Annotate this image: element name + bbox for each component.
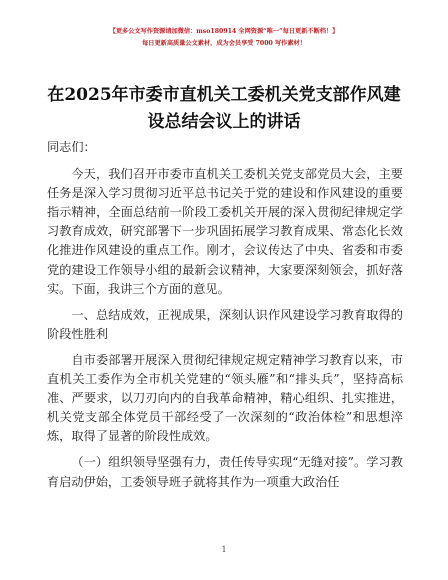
paragraph-opening: 今天，我们召开市委市直机关工委机关党支部党员大会，主要任务是深入学习贯彻习近平总书记关于党的建设和作风建设的重要指示精神，全面总结前一阶段工委机关开展的深入贯彻纪律规定学习教育成效，研究部署下一步巩固拓展学习教育成果、常态化长效化推进作风建设的重点工作。刚才，会议传达了中央、省委和市委党的建设工作领导小组的最新会议精神，大家要深刻领会，抓好落实。下面，我讲三个方面的意见。 (47, 167, 403, 296)
promo-banner-line-1: 【更多公文写作资源请加微信：mso180914 全网资源“唯一”每日更新不断档！】 (109, 28, 339, 35)
salutation: 同志们： (47, 140, 96, 154)
page-number: 1 (221, 545, 227, 554)
promo-banner-line-2: 每日更新高质量公文素材，成为会员享受 7000 写作素材！ (142, 40, 306, 47)
section-heading-1: 一、总结成效，正视成果，深刻认识作风建设学习教育取得的阶段性胜利 (47, 307, 403, 341)
speech-body (47, 138, 403, 499)
subsection-1: （一）组织领导坚强有力，责任传导实现“无缝对接”。学习教育启动伊始，工委领导班子就将其作为一项重大政治任 (47, 455, 403, 489)
speech-title: 在2025年市委市直机关工委机关党支部作风建设总结会议上的讲话 (47, 85, 401, 132)
promo-banner (0, 26, 448, 50)
paragraph-section-1: 自市委部署开展深入贯彻纪律规定规定精神学习教育以来，市直机关工委作为全市机关党建的“领头雁”和“排头兵”，坚持高标准、严要求，以刀刃向内的自我革命精神，精心组织、扎实推进，机关党支部全体党员干部经受了一次深刻的“政治体检”和思想淬炼，取得了显著的阶段性成效。 (47, 352, 403, 444)
